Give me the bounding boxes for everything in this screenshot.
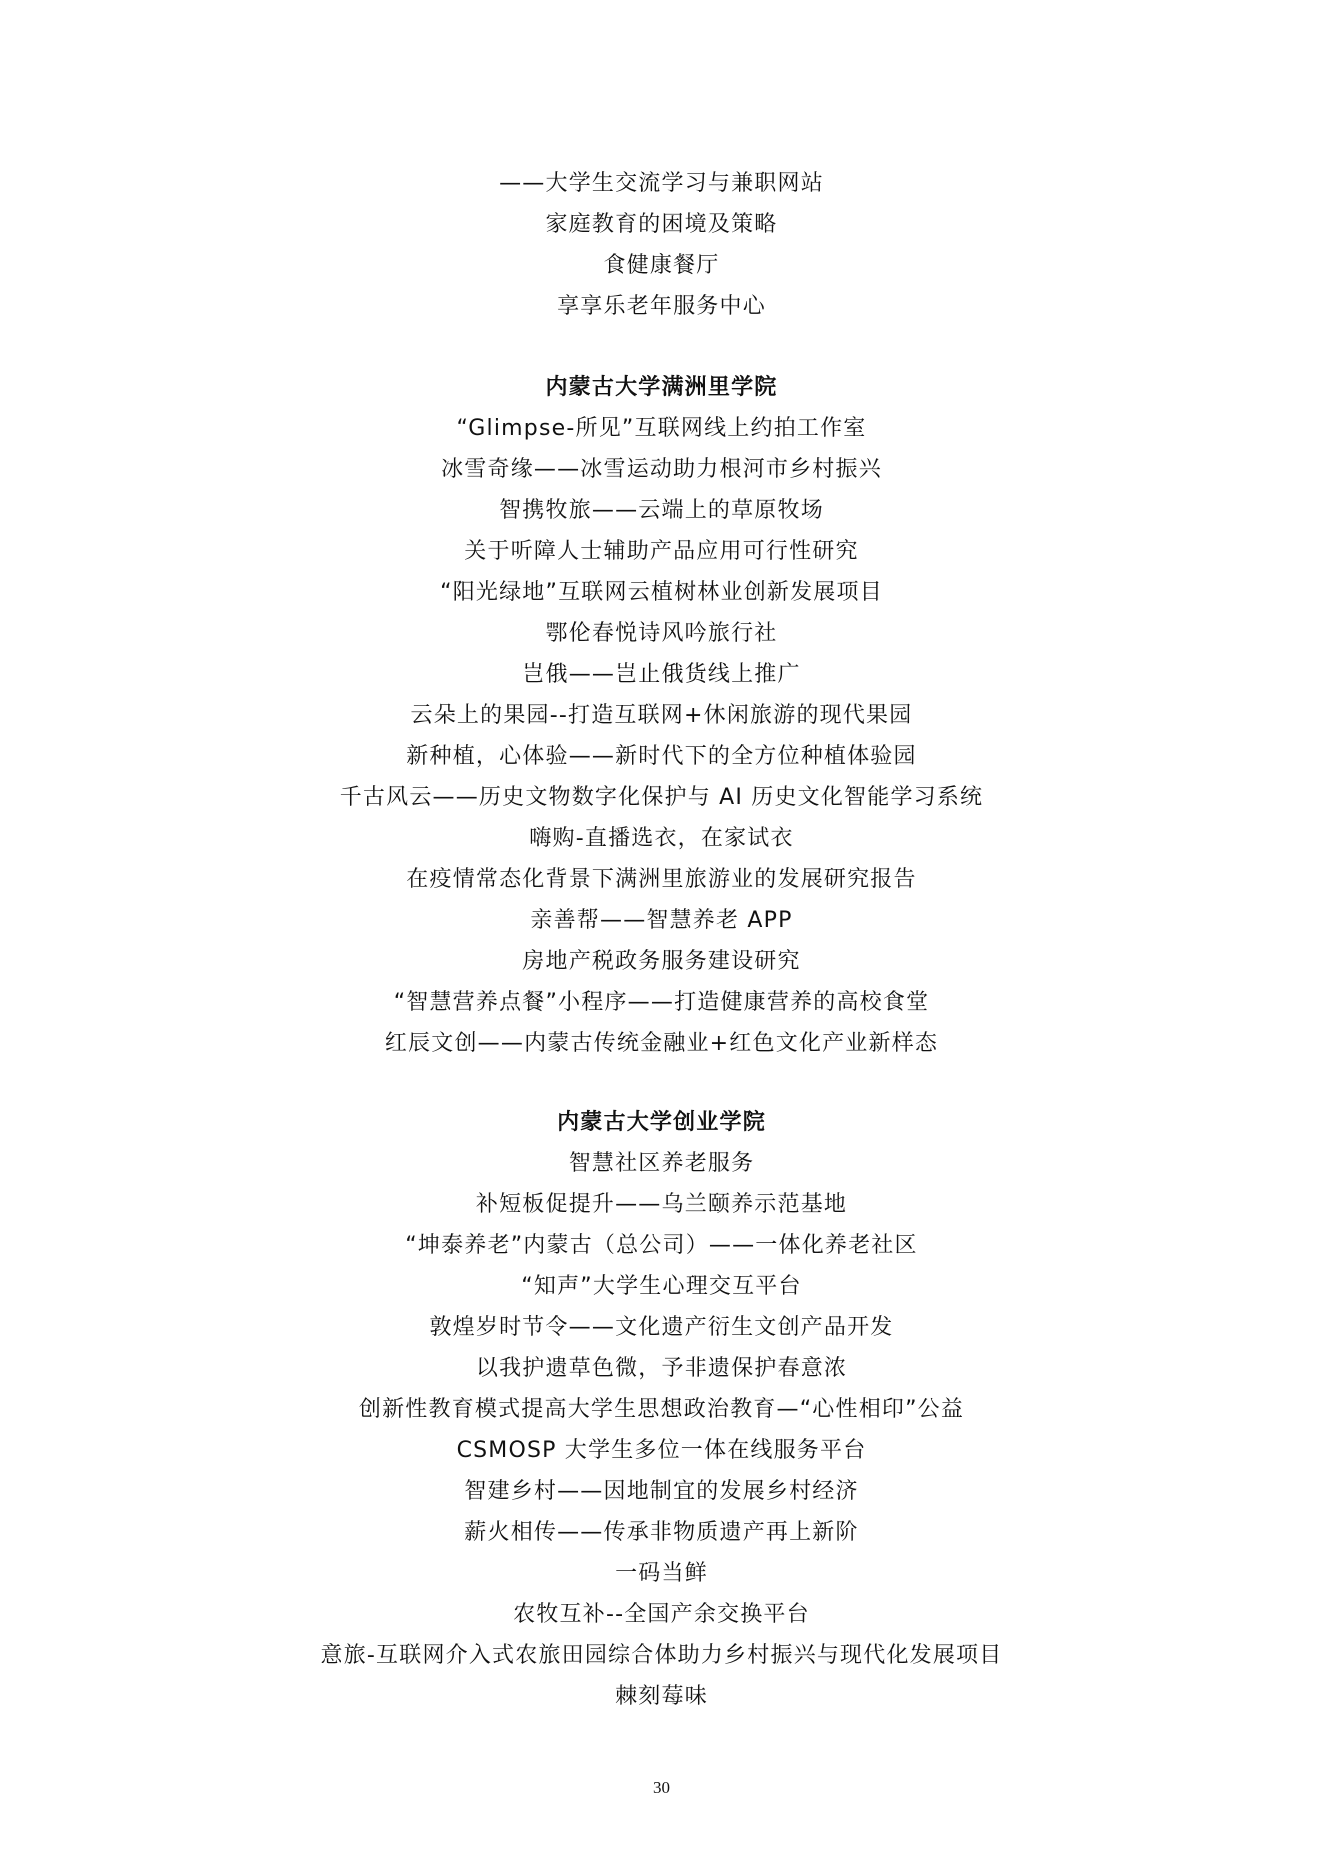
list-item: 岂俄——岂止俄货线上推广	[522, 662, 801, 687]
list-item: 智携牧旅——云端上的草原牧场	[499, 498, 824, 523]
list-item: 意旅-互联网介入式农旅田园综合体助力乡村振兴与现代化发展项目	[320, 1643, 1003, 1668]
list-item: “坤泰养老”内蒙古（总公司）——一体化养老社区	[405, 1233, 918, 1258]
list-item: 一码当鲜	[615, 1561, 708, 1586]
list-item: 以我护遗草色微，予非遗保护春意浓	[475, 1356, 848, 1381]
list-item: 农牧互补--全国产余交换平台	[513, 1602, 810, 1627]
list-item: 在疫情常态化背景下满洲里旅游业的发展研究报告	[406, 867, 917, 892]
list-item: 关于听障人士辅助产品应用可行性研究	[464, 539, 859, 564]
list-item: 鄂伦春悦诗风吟旅行社	[545, 621, 778, 646]
list-item: “智慧营养点餐”小程序——打造健康营养的高校食堂	[393, 990, 930, 1015]
list-item: 敦煌岁时节令——文化遗产衍生文创产品开发	[429, 1315, 894, 1340]
list-item: “知声”大学生心理交互平台	[521, 1274, 802, 1299]
list-item: 云朵上的果园--打造互联网+休闲旅游的现代果园	[410, 703, 913, 728]
list-item: 智建乡村——因地制宜的发展乡村经济	[464, 1479, 859, 1504]
list-item: 嗨购-直播选衣，在家试衣	[529, 826, 794, 851]
list-item: 新种植，心体验——新时代下的全方位种植体验园	[406, 744, 917, 769]
section-entrepreneurship-college	[0, 1102, 1323, 1717]
list-item: 亲善帮——智慧养老 APP	[530, 908, 793, 933]
list-item: 千古风云——历史文物数字化保护与 AI 历史文化智能学习系统	[339, 785, 984, 810]
continued-project-list	[0, 163, 1323, 327]
list-item: 棘刻莓味	[615, 1684, 708, 1709]
list-item: 冰雪奇缘——冰雪运动助力根河市乡村振兴	[441, 457, 882, 482]
list-item: 房地产税政务服务建设研究	[522, 949, 801, 974]
list-item: 家庭教育的困境及策略	[545, 212, 778, 237]
list-item: 智慧社区养老服务	[568, 1151, 755, 1176]
list-item: “Glimpse-所见”互联网线上约拍工作室	[456, 416, 867, 441]
section-heading: 内蒙古大学创业学院	[557, 1110, 766, 1135]
list-item: 薪火相传——传承非物质遗产再上新阶	[464, 1520, 859, 1545]
list-item: CSMOSP 大学生多位一体在线服务平台	[456, 1438, 867, 1463]
list-item: 创新性教育模式提高大学生思想政治教育—“心性相印”公益	[358, 1397, 965, 1422]
list-item: ——大学生交流学习与兼职网站	[499, 171, 824, 196]
list-item: 享享乐老年服务中心	[557, 294, 766, 319]
list-item: “阳光绿地”互联网云植树林业创新发展项目	[440, 580, 883, 605]
section-manzhouli-college	[0, 367, 1323, 1064]
list-item: 补短板促提升——乌兰颐养示范基地	[475, 1192, 848, 1217]
list-item: 红辰文创——内蒙古传统金融业+红色文化产业新样态	[384, 1031, 939, 1056]
page-number: 30	[653, 1778, 670, 1797]
list-item: 食健康餐厅	[603, 253, 720, 278]
section-heading: 内蒙古大学满洲里学院	[545, 375, 778, 400]
